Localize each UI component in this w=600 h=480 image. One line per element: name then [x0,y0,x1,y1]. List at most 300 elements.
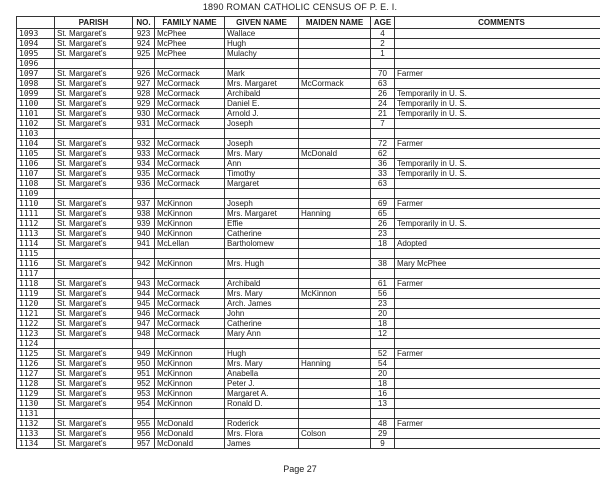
comments-cell [395,319,600,329]
table-row [17,329,600,339]
maiden-name-cell [299,29,371,39]
family-name-cell: McCormack [155,159,225,169]
comments-cell [395,299,600,309]
no-cell: 955 [133,419,155,429]
given-name-cell: Mrs. Mary [225,149,299,159]
family-name-cell: McKinnon [155,389,225,399]
table-row [17,69,600,79]
given-name-cell: Bartholomew [225,239,299,249]
maiden-name-cell: McCormack [299,79,371,89]
record-number-cell: 1097 [17,69,55,79]
table-row [17,279,600,289]
given-name-cell: Roderick [225,419,299,429]
record-number-cell: 1127 [17,369,55,379]
page-title: 1890 ROMAN CATHOLIC CENSUS OF P. E. I. [202,2,398,12]
parish-cell: St. Margaret's [55,219,133,229]
header-family-name: FAMILY NAME [155,17,225,29]
comments-cell [395,429,600,439]
parish-cell: St. Margaret's [55,349,133,359]
given-name-cell: Mrs. Flora [225,429,299,439]
record-number-cell: 1099 [17,89,55,99]
maiden-name-cell [299,129,371,139]
family-name-cell: McCormack [155,319,225,329]
given-name-cell [225,409,299,419]
header-comments: COMMENTS [395,17,600,29]
family-name-cell: McCormack [155,69,225,79]
given-name-cell [225,249,299,259]
comments-cell [395,369,600,379]
parish-cell: St. Margaret's [55,49,133,59]
maiden-name-cell [299,159,371,169]
no-cell: 937 [133,199,155,209]
table-row [17,439,600,449]
record-number-cell: 1093 [17,29,55,39]
parish-cell: St. Margaret's [55,29,133,39]
maiden-name-cell [299,229,371,239]
maiden-name-cell [299,269,371,279]
given-name-cell: Archibald [225,89,299,99]
age-cell: 20 [371,369,395,379]
table-row [17,339,600,349]
maiden-name-cell [299,409,371,419]
age-cell: 23 [371,299,395,309]
given-name-cell: Hugh [225,39,299,49]
header-age: AGE [371,17,395,29]
given-name-cell: Mrs. Margaret [225,79,299,89]
age-cell: 26 [371,89,395,99]
no-cell: 953 [133,389,155,399]
given-name-cell: Mark [225,69,299,79]
age-cell: 24 [371,99,395,109]
table-row [17,259,600,269]
parish-cell: St. Margaret's [55,319,133,329]
given-name-cell: Mrs. Mary [225,359,299,369]
family-name-cell: McCormack [155,139,225,149]
maiden-name-cell [299,119,371,129]
maiden-name-cell: Colson [299,429,371,439]
no-cell: 932 [133,139,155,149]
maiden-name-cell: Hanning [299,209,371,219]
given-name-cell: Mary Ann [225,329,299,339]
comments-cell [395,379,600,389]
age-cell: 62 [371,149,395,159]
table-row [17,359,600,369]
given-name-cell: Anabella [225,369,299,379]
age-cell: 69 [371,199,395,209]
comments-cell [395,29,600,39]
given-name-cell: Mrs. Margaret [225,209,299,219]
age-cell: 63 [371,79,395,89]
given-name-cell: Joseph [225,119,299,129]
family-name-cell: McPhee [155,39,225,49]
family-name-cell: McDonald [155,429,225,439]
table-row [17,249,600,259]
record-number-cell: 1124 [17,339,55,349]
given-name-cell: Margaret [225,179,299,189]
no-cell: 944 [133,289,155,299]
record-number-cell: 1120 [17,299,55,309]
table-row [17,159,600,169]
record-number-cell: 1119 [17,289,55,299]
record-number-cell: 1122 [17,319,55,329]
given-name-cell: Catherine [225,229,299,239]
parish-cell [55,269,133,279]
maiden-name-cell [299,169,371,179]
table-row [17,149,600,159]
age-cell: 54 [371,359,395,369]
maiden-name-cell [299,279,371,289]
parish-cell: St. Margaret's [55,149,133,159]
family-name-cell: McKinnon [155,399,225,409]
age-cell: 16 [371,389,395,399]
maiden-name-cell [299,329,371,339]
maiden-name-cell: McKinnon [299,289,371,299]
no-cell [133,59,155,69]
parish-cell: St. Margaret's [55,369,133,379]
parish-cell: St. Margaret's [55,439,133,449]
record-number-cell: 1117 [17,269,55,279]
no-cell: 933 [133,149,155,159]
given-name-cell [225,129,299,139]
age-cell: 1 [371,49,395,59]
parish-cell: St. Margaret's [55,199,133,209]
table-row [17,49,600,59]
given-name-cell: Arch. James [225,299,299,309]
no-cell: 949 [133,349,155,359]
family-name-cell: McKinnon [155,379,225,389]
record-number-cell: 1111 [17,209,55,219]
no-cell: 948 [133,329,155,339]
age-cell: 21 [371,109,395,119]
maiden-name-cell [299,199,371,209]
given-name-cell: John [225,309,299,319]
table-row [17,349,600,359]
table-row [17,309,600,319]
family-name-cell [155,409,225,419]
maiden-name-cell [299,389,371,399]
no-cell [133,189,155,199]
age-cell: 70 [371,69,395,79]
no-cell: 950 [133,359,155,369]
family-name-cell: McCormack [155,309,225,319]
family-name-cell: McKinnon [155,349,225,359]
family-name-cell: McLellan [155,239,225,249]
given-name-cell: Wallace [225,29,299,39]
family-name-cell: McKinnon [155,219,225,229]
comments-cell [395,129,600,139]
record-number-cell: 1128 [17,379,55,389]
table-row [17,39,600,49]
no-cell: 929 [133,99,155,109]
maiden-name-cell [299,189,371,199]
family-name-cell: McKinnon [155,259,225,269]
table-row [17,209,600,219]
comments-cell [395,399,600,409]
given-name-cell: Arnold J. [225,109,299,119]
no-cell: 957 [133,439,155,449]
table-row [17,109,600,119]
table-row [17,419,600,429]
maiden-name-cell [299,259,371,269]
comments-cell [395,409,600,419]
maiden-name-cell [299,439,371,449]
header-record-number [17,17,55,29]
no-cell: 928 [133,89,155,99]
record-number-cell: 1132 [17,419,55,429]
family-name-cell: McKinnon [155,369,225,379]
table-header [17,17,600,29]
age-cell: 2 [371,39,395,49]
no-cell: 956 [133,429,155,439]
maiden-name-cell: McDonald [299,149,371,159]
no-cell: 938 [133,209,155,219]
family-name-cell: McCormack [155,99,225,109]
maiden-name-cell: Hanning [299,359,371,369]
given-name-cell: Ann [225,159,299,169]
age-cell: 4 [371,29,395,39]
table-row [17,59,600,69]
age-cell: 13 [371,399,395,409]
family-name-cell: McCormack [155,299,225,309]
comments-cell [395,229,600,239]
given-name-cell: Daniel E. [225,99,299,109]
maiden-name-cell [299,399,371,409]
table-row [17,219,600,229]
family-name-cell: McKinnon [155,199,225,209]
comments-cell: Mary McPhee [395,259,600,269]
table-row [17,129,600,139]
no-cell [133,249,155,259]
no-cell: 945 [133,299,155,309]
age-cell: 33 [371,169,395,179]
comments-cell: Farmer [395,69,600,79]
comments-cell [395,49,600,59]
age-cell: 38 [371,259,395,269]
record-number-cell: 1116 [17,259,55,269]
family-name-cell [155,249,225,259]
given-name-cell: Joseph [225,139,299,149]
comments-cell [395,149,600,159]
table-row [17,319,600,329]
table-row [17,229,600,239]
record-number-cell: 1125 [17,349,55,359]
no-cell: 940 [133,229,155,239]
family-name-cell [155,59,225,69]
record-number-cell: 1129 [17,389,55,399]
age-cell: 61 [371,279,395,289]
age-cell: 23 [371,229,395,239]
record-number-cell: 1134 [17,439,55,449]
age-cell: 56 [371,289,395,299]
comments-cell: Temporarily in U. S. [395,159,600,169]
family-name-cell: McCormack [155,79,225,89]
table-row [17,299,600,309]
parish-cell [55,189,133,199]
age-cell: 7 [371,119,395,129]
record-number-cell: 1115 [17,249,55,259]
record-number-cell: 1100 [17,99,55,109]
table-row [17,399,600,409]
parish-cell: St. Margaret's [55,399,133,409]
table-row [17,179,600,189]
parish-cell: St. Margaret's [55,279,133,289]
no-cell: 941 [133,239,155,249]
no-cell: 935 [133,169,155,179]
header-no: NO. [133,17,155,29]
census-table [16,16,600,449]
given-name-cell: Mrs. Mary [225,289,299,299]
no-cell: 954 [133,399,155,409]
family-name-cell: McCormack [155,179,225,189]
record-number-cell: 1094 [17,39,55,49]
parish-cell: St. Margaret's [55,259,133,269]
maiden-name-cell [299,59,371,69]
header-given-name: GIVEN NAME [225,17,299,29]
family-name-cell: McKinnon [155,229,225,239]
no-cell: 946 [133,309,155,319]
parish-cell [55,59,133,69]
no-cell: 936 [133,179,155,189]
comments-cell [395,439,600,449]
given-name-cell: Catherine [225,319,299,329]
no-cell: 934 [133,159,155,169]
maiden-name-cell [299,89,371,99]
parish-cell: St. Margaret's [55,359,133,369]
record-number-cell: 1108 [17,179,55,189]
no-cell: 930 [133,109,155,119]
age-cell [371,189,395,199]
age-cell [371,129,395,139]
parish-cell: St. Margaret's [55,329,133,339]
age-cell [371,269,395,279]
maiden-name-cell [299,309,371,319]
family-name-cell: McKinnon [155,209,225,219]
table-row [17,169,600,179]
comments-cell [395,189,600,199]
table-row [17,239,600,249]
table-row [17,29,600,39]
given-name-cell: Effie [225,219,299,229]
family-name-cell: McCormack [155,89,225,99]
record-number-cell: 1131 [17,409,55,419]
given-name-cell [225,59,299,69]
family-name-cell [155,189,225,199]
record-number-cell: 1095 [17,49,55,59]
given-name-cell: Archibald [225,279,299,289]
family-name-cell: McCormack [155,169,225,179]
family-name-cell: McCormack [155,329,225,339]
maiden-name-cell [299,219,371,229]
age-cell: 20 [371,309,395,319]
comments-cell [395,289,600,299]
no-cell [133,409,155,419]
table-row [17,389,600,399]
comments-cell [395,329,600,339]
family-name-cell: McDonald [155,439,225,449]
given-name-cell [225,339,299,349]
no-cell: 925 [133,49,155,59]
parish-cell: St. Margaret's [55,139,133,149]
table-row [17,289,600,299]
no-cell: 931 [133,119,155,129]
no-cell [133,339,155,349]
record-number-cell: 1126 [17,359,55,369]
comments-cell [395,79,600,89]
comments-cell: Farmer [395,419,600,429]
age-cell [371,339,395,349]
parish-cell: St. Margaret's [55,119,133,129]
table-row [17,369,600,379]
parish-cell: St. Margaret's [55,39,133,49]
record-number-cell: 1114 [17,239,55,249]
given-name-cell [225,269,299,279]
given-name-cell [225,189,299,199]
table-row [17,379,600,389]
table-row [17,119,600,129]
comments-cell: Temporarily in U. S. [395,169,600,179]
parish-cell: St. Margaret's [55,419,133,429]
comments-cell [395,249,600,259]
given-name-cell: Margaret A. [225,389,299,399]
age-cell: 36 [371,159,395,169]
table-row [17,199,600,209]
comments-cell [395,179,600,189]
maiden-name-cell [299,179,371,189]
record-number-cell: 1106 [17,159,55,169]
given-name-cell: Ronald D. [225,399,299,409]
comments-cell: Temporarily in U. S. [395,89,600,99]
record-number-cell: 1113 [17,229,55,239]
comments-cell: Temporarily in U. S. [395,109,600,119]
parish-cell: St. Margaret's [55,79,133,89]
record-number-cell: 1121 [17,309,55,319]
header-maiden-name: MAIDEN NAME [299,17,371,29]
given-name-cell: Timothy [225,169,299,179]
comments-cell: Temporarily in U. S. [395,99,600,109]
record-number-cell: 1104 [17,139,55,149]
parish-cell: St. Margaret's [55,289,133,299]
comments-cell: Farmer [395,279,600,289]
parish-cell [55,409,133,419]
parish-cell [55,339,133,349]
table-row [17,79,600,89]
parish-cell [55,249,133,259]
maiden-name-cell [299,99,371,109]
no-cell: 951 [133,369,155,379]
age-cell: 26 [371,219,395,229]
no-cell: 926 [133,69,155,79]
age-cell [371,409,395,419]
table-row [17,269,600,279]
no-cell [133,269,155,279]
record-number-cell: 1133 [17,429,55,439]
parish-cell: St. Margaret's [55,69,133,79]
record-number-cell: 1096 [17,59,55,69]
no-cell: 923 [133,29,155,39]
given-name-cell: Hugh [225,349,299,359]
record-number-cell: 1130 [17,399,55,409]
family-name-cell: McPhee [155,49,225,59]
maiden-name-cell [299,319,371,329]
age-cell: 18 [371,239,395,249]
record-number-cell: 1107 [17,169,55,179]
parish-cell: St. Margaret's [55,309,133,319]
age-cell: 29 [371,429,395,439]
family-name-cell [155,269,225,279]
table-row [17,409,600,419]
parish-cell: St. Margaret's [55,159,133,169]
record-number-cell: 1112 [17,219,55,229]
